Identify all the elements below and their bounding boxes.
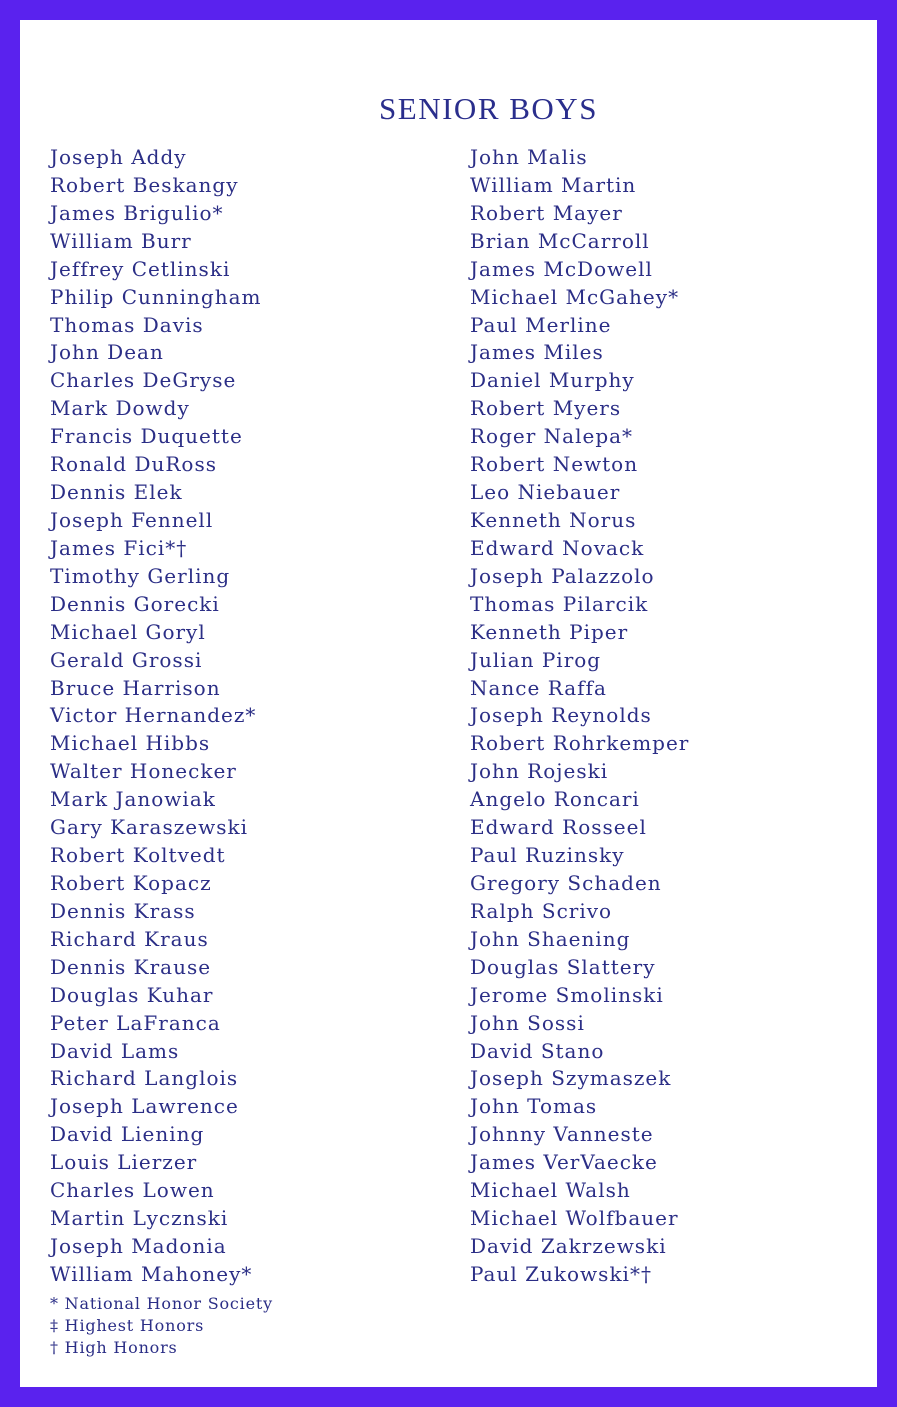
name-item: Michael Goryl — [50, 619, 206, 644]
legend-highest-honors: ‡ Highest Honors — [50, 1316, 205, 1335]
names-left-column — [50, 144, 261, 1289]
name-item: James Miles — [470, 340, 604, 365]
name-item: Gary Karaszewski — [50, 815, 249, 840]
name-item: Robert Newton — [470, 452, 639, 477]
name-item: Robert Mayer — [470, 200, 623, 225]
name-item: Joseph Reynolds — [470, 703, 652, 728]
name-item: Thomas Davis — [50, 312, 204, 337]
name-item: John Tomas — [470, 1094, 598, 1119]
name-item: William Burr — [50, 228, 192, 253]
name-item: James Fici*† — [50, 535, 188, 560]
name-item: William Mahoney* — [50, 1261, 253, 1286]
name-item: Joseph Addy — [50, 145, 187, 169]
legend-high-honors: † High Honors — [50, 1338, 178, 1357]
name-item: Mark Janowiak — [50, 787, 216, 812]
name-item: John Rojeski — [470, 759, 609, 784]
name-item: John Dean — [50, 340, 164, 365]
name-item: John Malis — [470, 145, 588, 169]
name-item: Johnny Vanneste — [470, 1122, 654, 1147]
honors-legend — [50, 1293, 273, 1359]
name-item: John Shaening — [470, 926, 631, 951]
name-item: Richard Kraus — [50, 926, 209, 951]
name-item: Joseph Lawrence — [50, 1094, 239, 1119]
name-item: James McDowell — [470, 256, 653, 281]
name-item: Julian Pirog — [470, 647, 602, 672]
name-item: Francis Duquette — [50, 424, 243, 449]
name-item: Dennis Krause — [50, 954, 212, 979]
name-item: Kenneth Piper — [470, 619, 629, 644]
name-item: David Lams — [50, 1038, 180, 1063]
name-item: Daniel Murphy — [470, 368, 635, 393]
name-item: Ronald DuRoss — [50, 452, 218, 477]
name-item: Charles Lowen — [50, 1178, 215, 1203]
name-item: Richard Langlois — [50, 1066, 239, 1091]
name-item: Roger Nalepa* — [470, 424, 634, 449]
name-item: David Liening — [50, 1122, 205, 1147]
name-item: William Martin — [470, 172, 637, 197]
name-item: Timothy Gerling — [50, 563, 231, 588]
name-item: Angelo Roncari — [470, 787, 640, 812]
name-item: Brian McCarroll — [470, 228, 650, 253]
name-item: Gerald Grossi — [50, 647, 203, 672]
name-item: James Brigulio* — [50, 200, 224, 225]
name-item: Robert Myers — [470, 396, 622, 421]
name-item: Ralph Scrivo — [470, 898, 613, 923]
name-item: Paul Ruzinsky — [470, 843, 625, 868]
name-item: Michael Wolfbauer — [470, 1206, 679, 1231]
names-right-column — [470, 144, 689, 1289]
name-item: Joseph Palazzolo — [470, 563, 655, 588]
name-item: John Sossi — [470, 1010, 585, 1035]
name-item: Robert Beskangy — [50, 172, 239, 197]
name-item: Dennis Elek — [50, 480, 183, 505]
name-item: Douglas Slattery — [470, 954, 656, 979]
name-item: Walter Honecker — [50, 759, 237, 784]
name-item: Edward Rosseel — [470, 815, 647, 840]
name-item: Joseph Fennell — [50, 507, 214, 532]
name-item: Philip Cunningham — [50, 284, 262, 309]
name-item: Paul Merline — [470, 312, 612, 337]
name-item: Douglas Kuhar — [50, 982, 214, 1007]
name-item: Michael McGahey* — [470, 284, 680, 309]
name-item: Robert Koltvedt — [50, 843, 226, 868]
name-item: Peter LaFranca — [50, 1010, 221, 1035]
name-item: Bruce Harrison — [50, 675, 221, 700]
name-item: Nance Raffa — [470, 675, 607, 700]
name-item: Joseph Madonia — [50, 1233, 227, 1258]
name-item: David Zakrzewski — [470, 1233, 667, 1258]
name-item: Kenneth Norus — [470, 507, 637, 532]
name-item: Edward Novack — [470, 535, 645, 560]
name-item: Paul Zukowski*† — [470, 1261, 652, 1286]
page-title: SENIOR BOYS — [379, 91, 598, 126]
name-item: Michael Hibbs — [50, 731, 211, 756]
document-page — [20, 20, 877, 1387]
name-item: Dennis Krass — [50, 898, 196, 923]
name-item: Mark Dowdy — [50, 396, 190, 421]
name-item: Jeffrey Cetlinski — [50, 256, 231, 281]
name-item: Dennis Gorecki — [50, 591, 220, 616]
name-item: Joseph Szymaszek — [470, 1066, 672, 1091]
name-item: David Stano — [470, 1038, 605, 1063]
legend-national-honor-society: * National Honor Society — [50, 1294, 273, 1313]
name-item: Louis Lierzer — [50, 1150, 198, 1175]
name-item: Victor Hernandez* — [50, 703, 257, 728]
name-item: Michael Walsh — [470, 1178, 631, 1203]
name-item: Leo Niebauer — [470, 480, 621, 505]
name-item: Robert Kopacz — [50, 870, 212, 895]
name-item: Charles DeGryse — [50, 368, 237, 393]
name-item: Robert Rohrkemper — [470, 731, 690, 756]
name-item: Jerome Smolinski — [470, 982, 664, 1007]
name-item: Martin Lycznski — [50, 1206, 229, 1231]
name-item: Thomas Pilarcik — [470, 591, 649, 616]
name-item: James VerVaecke — [470, 1150, 658, 1175]
name-item: Gregory Schaden — [470, 870, 662, 895]
